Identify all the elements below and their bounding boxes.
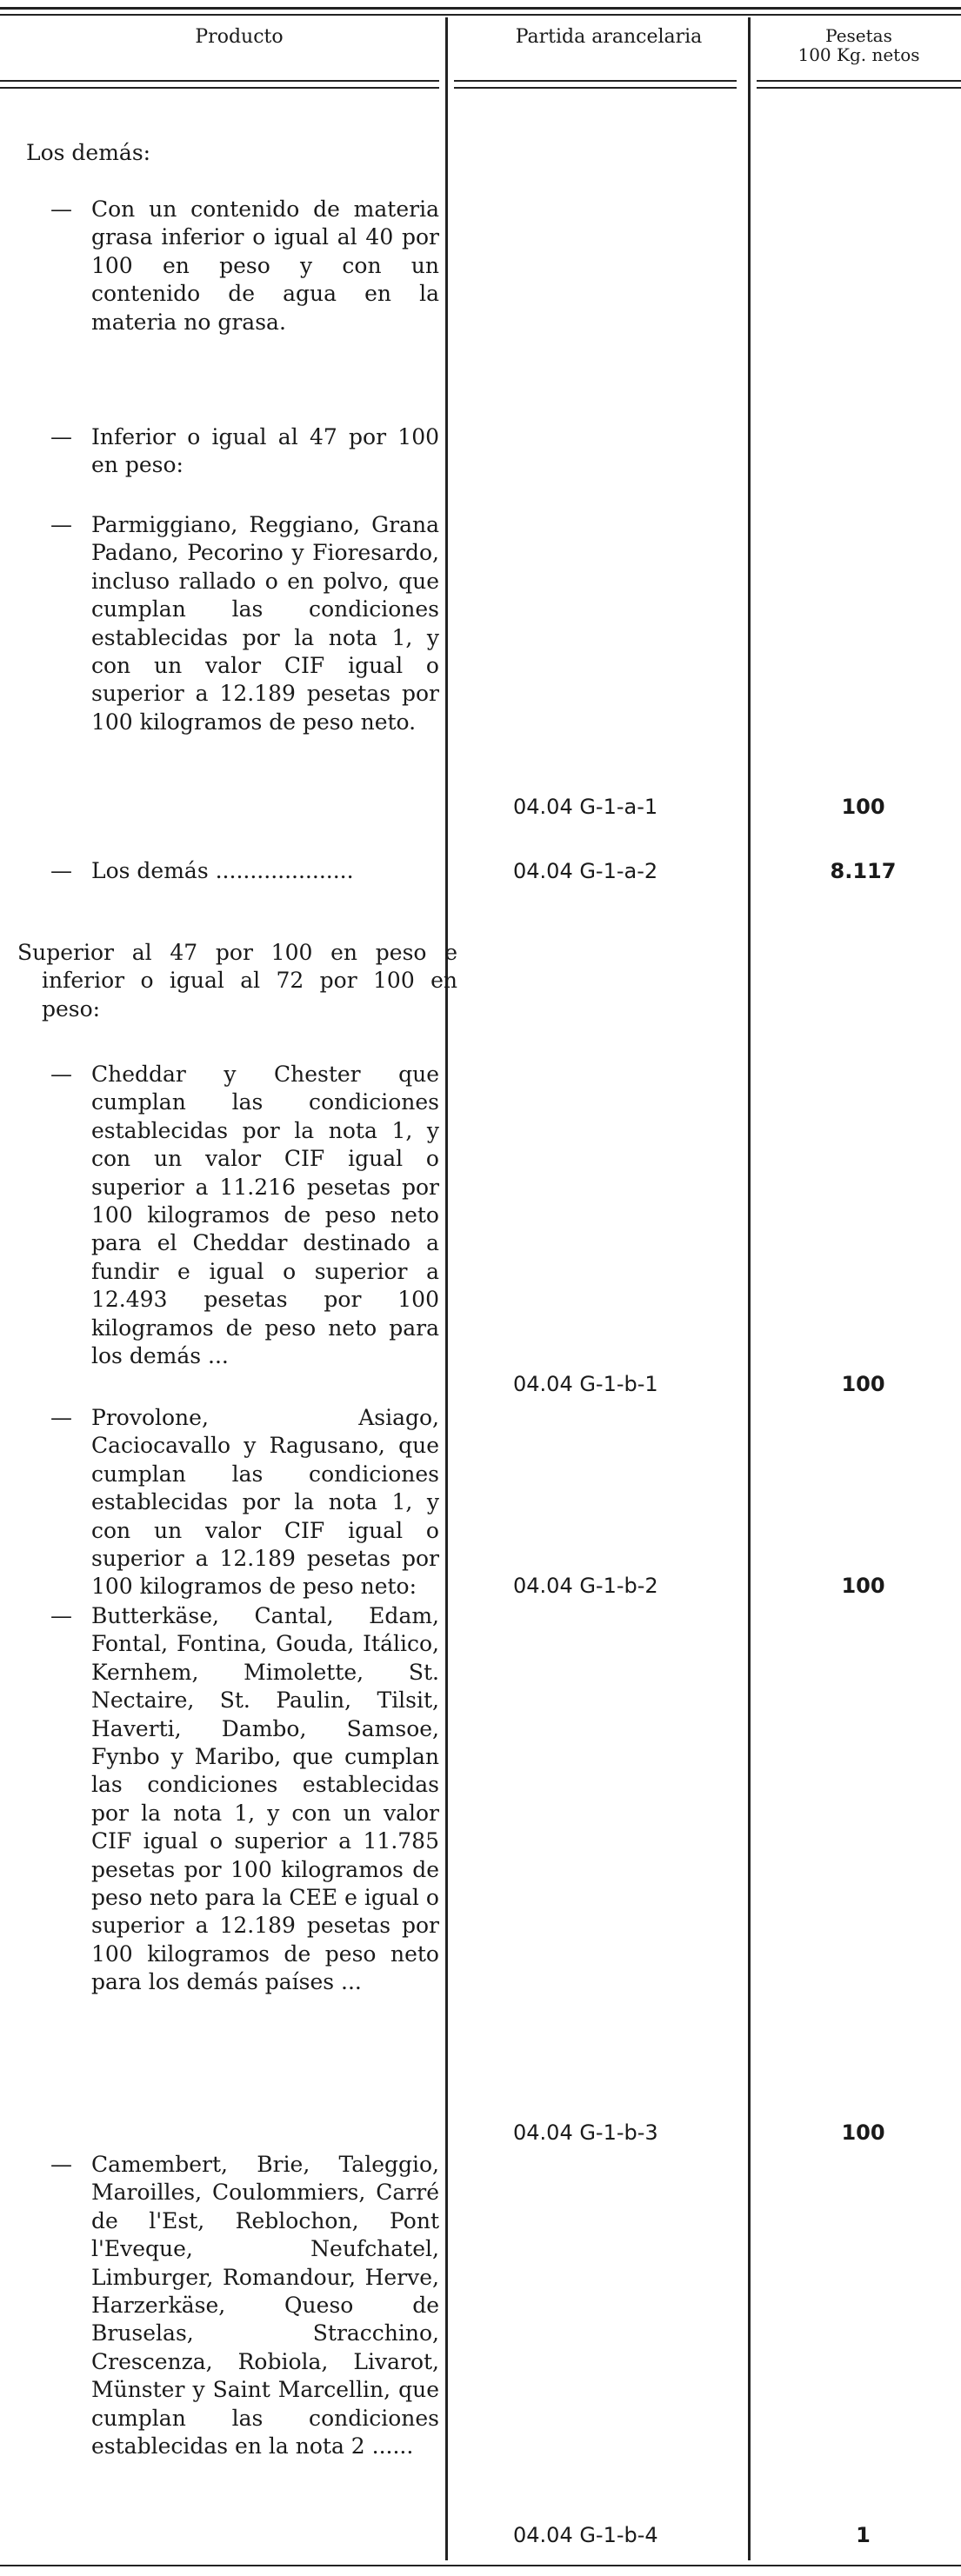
product-description: Los demás .................... — [91, 858, 354, 883]
tariff-code: 04.04 G-1-b-2 — [513, 1574, 658, 1598]
item-dash: — — [50, 512, 72, 537]
product-description: Butterkäse, Cantal, Edam, Fontal, Fontina, Gouda, Itálico, Kernhem, Mimolette, St. Nectaire, St. Paulin, Tilsit, Haverti, Dambo, Samsoe, Fynbo y Maribo, que cumplan las condiciones establecidas por la nota 1, y con un valor CIF igual o superior a 11.785 pesetas por 100 kilogramos de peso neto para la CEE e igual o superior a 12.189 pesetas por 100 kilogramos de peso neto para los demás países ... — [91, 1603, 439, 1995]
product-description: Parmiggiano, Reggiano, Grana Padano, Pecorino y Fioresardo, incluso rallado o en polvo, que cumplan las condiciones establecidas por la nota 1, y con un valor CIF igual o superior a 12.189 pesetas por 100 kilogramos de peso neto. — [91, 512, 439, 735]
item-dash: — — [50, 1062, 72, 1087]
header-underline — [0, 87, 439, 89]
duty-value: 100 — [841, 1574, 885, 1598]
pesetas-unit: 100 Kg. netos — [797, 44, 920, 65]
tariff-code: 04.04 G-1-a-2 — [513, 859, 658, 883]
product-description: Provolone, Asiago, Caciocavallo y Ragusano, que cumplan las condiciones establecidas por la nota 1, y con un valor CIF igual o superior a 12.189 pesetas por 100 kilogramos de peso neto: — [91, 1405, 439, 1600]
product-description: Con un contenido de materia grasa inferior o igual al 40 por 100 en peso y con un contenido de agua en la materia no grasa. — [91, 196, 439, 335]
item-dash: — — [50, 1405, 72, 1430]
product-description: Inferior o igual al 47 por 100 en peso: — [91, 424, 439, 478]
header-underline — [757, 80, 961, 82]
duty-value: 100 — [841, 795, 885, 819]
header-underline — [757, 87, 961, 89]
item-dash: — — [50, 2152, 72, 2177]
column-divider — [748, 17, 751, 2560]
tariff-code: 04.04 G-1-b-3 — [513, 2120, 658, 2145]
product-description: Camembert, Brie, Taleggio, Maroilles, Coulommiers, Carré de l'Est, Reblochon, Pont l'Eveque, Neufchatel, Limburger, Romandour, Herve, Harzerkäse, Queso de Bruselas, Stracchino, Crescenza, Robiola, Livarot, Münster y Saint Marcellin, que cumplan las condiciones establecidas en la nota 2 ...... — [91, 2152, 439, 2460]
duty-value: 100 — [841, 1372, 885, 1396]
item-dash: — — [50, 196, 72, 222]
header-underline — [0, 80, 439, 82]
tariff-code: 04.04 G-1-b-1 — [513, 1372, 658, 1396]
duty-value: 8.117 — [830, 859, 897, 883]
column-header-producto: Producto — [195, 26, 284, 48]
column-header-pesetas — [757, 26, 961, 64]
table-header — [0, 0, 961, 96]
column-divider — [445, 17, 448, 2560]
header-underline — [454, 87, 737, 89]
header-rule-top — [0, 7, 961, 10]
pesetas-label: Pesetas — [825, 25, 892, 46]
table-bottom-rule — [0, 2565, 961, 2566]
header-underline — [454, 80, 737, 82]
item-dash: — — [50, 1603, 72, 1628]
section-heading: Superior al 47 por 100 en peso e inferior o igual al 72 por 100 en peso: — [17, 940, 457, 1022]
tariff-code: 04.04 G-1-b-4 — [513, 2523, 658, 2547]
duty-value: 1 — [856, 2523, 871, 2547]
intro-text: Los demás: — [26, 140, 151, 165]
header-rule-second — [0, 14, 961, 16]
item-dash: — — [50, 858, 72, 883]
duty-value: 100 — [841, 2120, 885, 2145]
tariff-code: 04.04 G-1-a-1 — [513, 795, 658, 819]
product-description: Cheddar y Chester que cumplan las condiciones establecidas por la nota 1, y con un valor CIF igual o superior a 11.216 pesetas por 100 kilogramos de peso neto para el Cheddar destinado a fundir e igual o superior a 12.493 pesetas por 100 kilogramos de peso neto para los demás ... — [91, 1062, 439, 1369]
item-dash: — — [50, 424, 72, 449]
column-header-partida: Partida arancelaria — [515, 26, 703, 48]
